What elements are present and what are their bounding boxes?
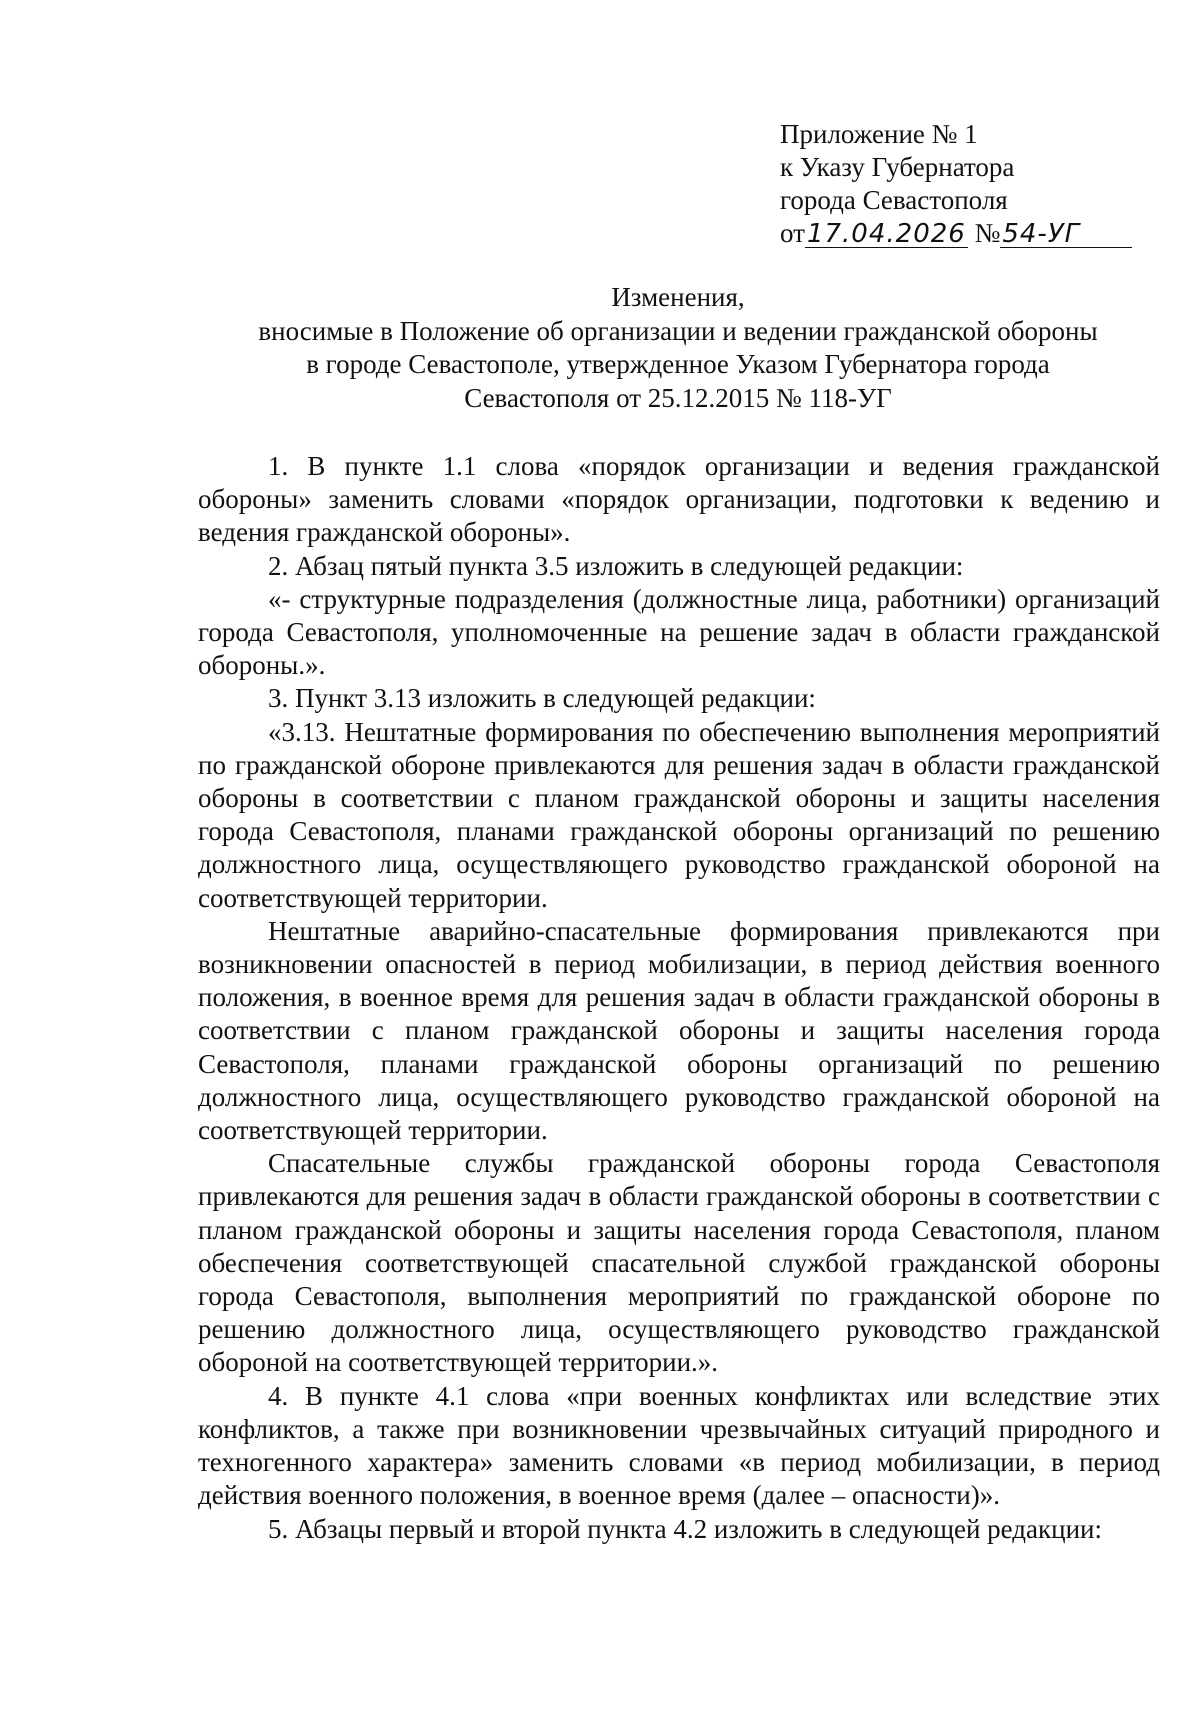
title-line-4: Севастополя от 25.12.2015 № 118-УГ xyxy=(464,382,892,413)
date-prefix: от xyxy=(780,218,805,248)
paragraph-8: 4. В пункте 4.1 слова «при военных конфликтах или вследствие этих конфликтов, а также при возникновении чрезвычайных ситуаций природного и техногенного характера» заменить словами «в период мобилизации, в период действия военного положения, в военное время (далее – опасности)». xyxy=(198,1380,1160,1511)
paragraph-1: 1. В пункте 1.1 слова «порядок организации и ведения гражданской обороны» заменить словами «порядок организации, подготовки к ведению и ведения гражданской обороны». xyxy=(198,451,1160,548)
appendix-line-1: Приложение № 1 xyxy=(780,119,978,149)
paragraph-2: 2. Абзац пятый пункта 3.5 изложить в следующей редакции: xyxy=(268,550,964,581)
paragraph-3: «- структурные подразделения (должностные лица, работники) организаций города Севастополя, уполномоченные на решение задач в области гражданской обороны.». xyxy=(198,583,1160,681)
title-line-3: в городе Севастополе, утвержденное Указом Губернатора города xyxy=(306,349,1050,379)
title-line-1: Изменения, xyxy=(611,282,745,312)
appendix-line-2: к Указу Губернатора xyxy=(780,152,1015,182)
number-prefix: № xyxy=(974,218,1001,248)
appendix-header xyxy=(780,118,1132,250)
paragraph-7: Спасательные службы гражданской обороны города Севастополя привлекаются для решения задач в области гражданской обороны в соответствии с планом гражданской обороны и защиты населения города Севастополя, планом обеспечения соответствующей спасательной службой гражданской обороны города Севастополя, выполнения мероприятий по гражданской обороне по решению должностного лица, осуществляющего руководство гражданской обороной на соответствующей территории.». xyxy=(198,1148,1160,1378)
paragraph-6: Нештатные аварийно-спасательные формирования привлекаются при возникновении опасностей в период мобилизации, в период действия военного положения, в военное время для решения задач в области гражданской обороны в соответствии с планом гражданской обороны и защиты населения города Севастополя, планами гражданской обороны организаций по решению должностного лица, осуществляющего руководство гражданской обороной на соответствующей территории. xyxy=(198,915,1160,1146)
document-title xyxy=(198,281,1158,415)
appendix-date-line xyxy=(780,217,1132,250)
handwritten-number: 54-УГ xyxy=(1000,221,1132,248)
paragraph-5: «3.13. Нештатные формирования по обеспечению выполнения мероприятий по гражданской обороне привлекаются для решения задач в области гражданской обороны в соответствии с планом гражданской обороны и защиты населения города Севастополя, планами гражданской обороны организаций по решению должностного лица, осуществляющего руководство гражданской обороной на соответствующей территории. xyxy=(198,716,1160,913)
appendix-line-3: города Севастополя xyxy=(780,185,1008,215)
paragraph-4: 3. Пункт 3.13 изложить в следующей редакции: xyxy=(268,683,816,714)
handwritten-date: 17.04.2026 xyxy=(806,219,966,249)
document-body xyxy=(198,450,1160,1546)
title-line-2: вносимые в Положение об организации и ведении гражданской обороны xyxy=(258,315,1098,346)
paragraph-9: 5. Абзацы первый и второй пункта 4.2 изложить в следующей редакции: xyxy=(268,1513,1102,1544)
